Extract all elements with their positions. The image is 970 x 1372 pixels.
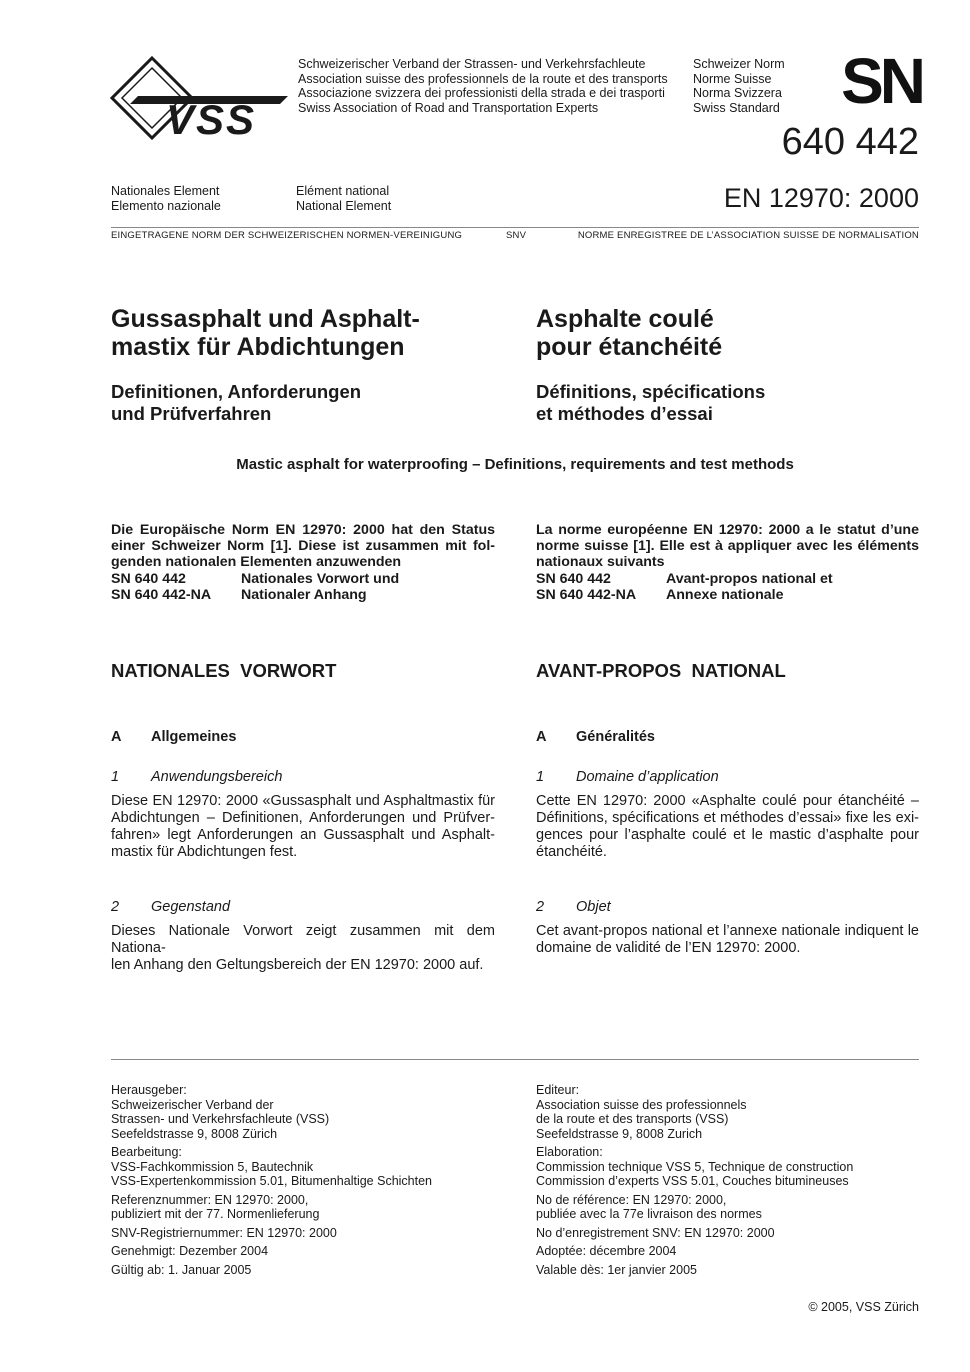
imprint-block: Herausgeber: Schweizerischer Verband der Strassen- und Verkehrsfachleute (VSS) Seefeldstrasse 9, 8008 Zürich bbox=[111, 1083, 330, 1141]
imprint-block: Valable dès: 1er janvier 2005 bbox=[536, 1262, 697, 1277]
imprint-block: SNV-Registriernummer: EN 12970: 2000 bbox=[111, 1225, 337, 1240]
vss-logo bbox=[108, 56, 293, 140]
imprint-block: Elaboration: Commission technique VSS 5, Technique de construction Commission d’experts VSS 5.01, Couches bitumineuses bbox=[536, 1145, 854, 1188]
norm-type bbox=[693, 57, 803, 115]
status-item: SN 640 442 Avant-propos national et bbox=[536, 570, 833, 587]
org-line: Swiss Association of Road and Transportation Experts bbox=[298, 100, 599, 115]
element-de: Nationales Element Elemento nazionale bbox=[111, 184, 221, 213]
section-1-fr-body: Cette EN 12970: 2000 «Asphalte coulé pour étanchéité – Définitions, spécifications et méthodes d’essai» fixe les exi- gences pour l’asphalte coulé et le mastic d’asphalte pour étanchéité. bbox=[536, 793, 919, 860]
status-de: Die Europäische Norm EN 12970: 2000 hat den Status einer Schweizer Norm [1]. Diese ist zusammen mit fol- genden nationalen Elementen anzuwenden SN 640 442 Nationales Vorwort und SN 640 442-NA Nationaler Anhang bbox=[111, 522, 495, 603]
norm-line: Schweizer Norm bbox=[693, 57, 785, 71]
registered-mid: SNV bbox=[506, 230, 527, 241]
header-rule bbox=[111, 227, 919, 228]
section-2-fr-heading: 2 Objet bbox=[536, 899, 611, 915]
section-2-fr-body: Cet avant-propos national et l’annexe nationale indiquent le domaine de validité de l’EN 12970: 2000. bbox=[536, 923, 919, 956]
registered-right: NORME ENREGISTREE DE L’ASSOCIATION SUISSE DE NORMALISATION bbox=[577, 230, 919, 241]
org-line: Schweizerischer Verband der Strassen- und Verkehrsfachleute bbox=[298, 57, 646, 71]
subtitle-fr: Définitions, spécifications et méthodes d’essai bbox=[536, 381, 766, 424]
title-fr: Asphalte coulé pour étanchéité bbox=[536, 305, 723, 361]
registered-left: EINGETRAGENE NORM DER SCHWEIZERISCHEN NORMEN-VEREINIGUNG bbox=[111, 230, 463, 241]
section-2-de-body: Dieses Nationale Vorwort zeigt zusammen mit dem Nationa- len Anhang den Geltungsbereich der EN 12970: 2000 auf. bbox=[111, 923, 495, 973]
org-names bbox=[298, 57, 688, 115]
norm-number: 640 442 bbox=[781, 121, 919, 163]
section-1-de-body: Diese EN 12970: 2000 «Gussasphalt und Asphaltmastix für Abdichtungen – Definitionen, Anforderungen und Prüfver- fahren» legt Anforderungen an Gussasphalt und Asphalt- mastix für Abdichtungen fest. bbox=[111, 793, 495, 860]
norm-line: Swiss Standard bbox=[693, 100, 780, 115]
org-line: Associazione svizzera dei professionisti della strada e dei trasporti bbox=[298, 86, 665, 100]
section-a-fr: A Généralités bbox=[536, 729, 655, 745]
status-item: SN 640 442 Nationales Vorwort und bbox=[111, 570, 400, 587]
imprint-block: Referenznummer: EN 12970: 2000, publiziert mit der 77. Normenlieferung bbox=[111, 1192, 320, 1221]
imprint-block: Editeur: Association suisse des professionnels de la route et des transports (VSS) Seefeldstrasse 9, 8008 Zurich bbox=[536, 1083, 747, 1141]
imprint-block: No d’enregistrement SNV: EN 12970: 2000 bbox=[536, 1225, 775, 1240]
norm-line: Norme Suisse bbox=[693, 71, 772, 86]
element-fr: Elément national National Element bbox=[296, 184, 392, 213]
section-1-fr-heading: 1 Domaine d’application bbox=[536, 769, 719, 785]
imprint-block: No de référence: EN 12970: 2000, publiée avec la 77e livraison des normes bbox=[536, 1192, 762, 1221]
footer-rule bbox=[111, 1059, 919, 1060]
org-line: Association suisse des professionnels de la route et des transports bbox=[298, 71, 668, 86]
status-item: SN 640 442-NA Nationaler Anhang bbox=[111, 586, 367, 603]
foreword-heading-fr: AVANT-PROPOS NATIONAL bbox=[536, 660, 786, 681]
sn-logo: SN bbox=[841, 45, 922, 117]
imprint-block: Gültig ab: 1. Januar 2005 bbox=[111, 1262, 252, 1277]
status-fr: La norme européenne EN 12970: 2000 a le statut d’une norme suisse [1]. Elle est à appliquer avec les éléments nationaux suivants SN 640 442 Avant-propos national et SN 640 442-NA Annexe nationale bbox=[536, 522, 919, 603]
en-number: EN 12970: 2000 bbox=[723, 183, 919, 213]
title-en: Mastic asphalt for waterproofing – Definitions, requirements and test methods bbox=[236, 456, 794, 473]
foreword-heading-de: NATIONALES VORWORT bbox=[111, 660, 337, 681]
imprint-fr bbox=[536, 1083, 919, 1277]
imprint-block: Bearbeitung: VSS-Fachkommission 5, Bautechnik VSS-Expertenkommission 5.01, Bitumenhaltige Schichten bbox=[111, 1145, 432, 1188]
section-a-de: A Allgemeines bbox=[111, 729, 237, 745]
imprint-block: Adoptée: décembre 2004 bbox=[536, 1244, 677, 1258]
vss-logo-text: VSS bbox=[166, 96, 257, 140]
imprint-de bbox=[111, 1083, 511, 1277]
copyright: © 2005, VSS Zürich bbox=[808, 1300, 919, 1314]
imprint-block: Genehmigt: Dezember 2004 bbox=[111, 1244, 269, 1258]
subtitle-de: Definitionen, Anforderungen und Prüfverfahren bbox=[111, 381, 362, 424]
norm-line: Norma Svizzera bbox=[693, 86, 782, 100]
section-1-de-heading: 1 Anwendungsbereich bbox=[111, 769, 283, 785]
section-2-de-heading: 2 Gegenstand bbox=[111, 899, 231, 915]
status-item: SN 640 442-NA Annexe nationale bbox=[536, 586, 784, 603]
title-de: Gussasphalt und Asphalt- mastix für Abdichtungen bbox=[111, 305, 420, 361]
